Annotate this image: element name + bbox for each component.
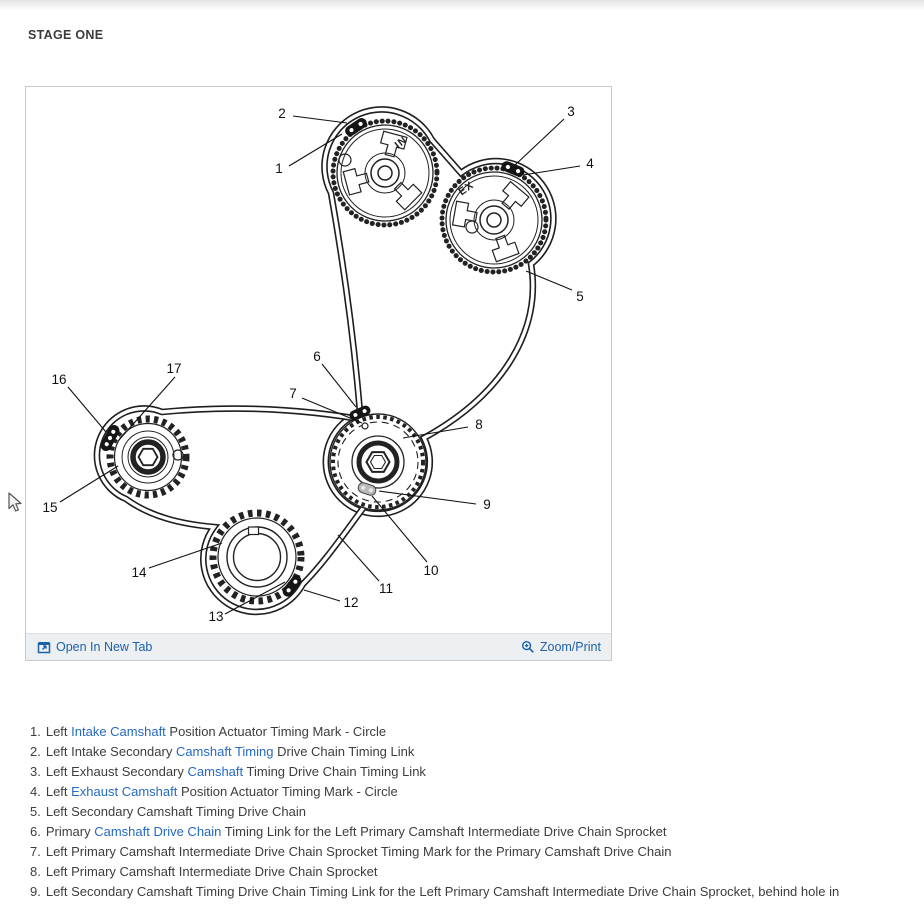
legend-item-number: 7. [30,844,41,859]
callout-line-16 [68,387,106,432]
sprocket-timing-mark-circle [362,423,368,429]
legend-item-1 [30,722,839,742]
callout-number-5: 5 [576,289,584,304]
callout-number-1: 1 [275,161,283,176]
zoom-print-label: Zoom/Print [539,640,601,654]
intake-cam-actuator [333,121,437,225]
crank-keyway [249,527,259,535]
legend-text: Drive Chain Timing Link [273,744,415,759]
callout-number-8: 8 [475,417,483,432]
legend-link[interactable]: Camshaft Drive Chain [94,824,222,839]
legend-text: Timing Drive Chain Timing Link [243,764,426,779]
legend-text: Left Intake Secondary [45,744,176,759]
callout-number-15: 15 [42,500,58,515]
callout-number-7: 7 [289,386,297,401]
page-top-shadow [0,0,924,9]
callout-line-6 [322,364,356,407]
legend-item-5 [30,802,839,822]
legend-item-number: 2. [30,744,41,759]
callout-line-11 [338,535,379,581]
intake-label: IN [392,134,410,152]
callout-number-10: 10 [423,563,439,578]
legend-text: Timing Link for the Left Primary Camshaft Intermediate Drive Chain Sprocket [221,824,667,839]
legend-item-number: 5. [30,804,41,819]
page-title: STAGE ONE [28,28,104,42]
callout-number-3: 3 [567,104,575,119]
legend-item-8 [30,862,839,882]
legend-text: Left [45,724,72,739]
callout-number-17: 17 [166,361,182,376]
callout-number-12: 12 [343,595,359,610]
legend-text: Left Primary Camshaft Intermediate Drive Chain Sprocket Timing Mark for the Primary Camshaft Drive Chain [45,844,672,859]
legend-item-9 [30,882,839,902]
callout-number-4: 4 [586,156,594,171]
callout-number-16: 16 [51,372,67,387]
legend-text: Left Exhaust Secondary [45,764,188,779]
legend-text: Left [45,784,72,799]
callout-number-11: 11 [378,581,394,596]
legend-item-number: 6. [30,824,41,839]
callout-number-9: 9 [483,497,491,512]
legend-text: Left Primary Camshaft Intermediate Drive Chain Sprocket [45,864,378,879]
legend-item-7 [30,842,839,862]
callout-line-3 [514,119,564,166]
timing-diagram-panel [25,86,612,661]
exhaust-cam-actuator [442,168,546,272]
callout-number-14: 14 [131,565,147,580]
legend-item-number: 8. [30,864,41,879]
legend-link[interactable]: Camshaft Timing [175,744,274,759]
zoom-print-link[interactable] [521,640,601,654]
legend-item-2 [30,742,839,762]
callout-number-2: 2 [278,106,286,121]
legend-item-number: 9. [30,884,41,899]
legend-link[interactable]: Intake Camshaft [71,724,166,739]
left-idler-sprocket [110,419,186,495]
zoom-print-icon [521,640,535,654]
legend-item-number: 4. [30,784,41,799]
legend-item-number: 1. [30,724,41,739]
legend-link[interactable]: Exhaust Camshaft [71,784,178,799]
legend-list [30,722,839,902]
callout-line-12 [304,590,340,601]
figure-toolbar [26,633,611,660]
mouse-cursor [8,492,24,519]
legend-text: Position Actuator Timing Mark - Circle [177,784,398,799]
legend-text: Left Secondary Camshaft Timing Drive Chain Timing Link for the Left Primary Camshaft Intermediate Drive Chain Sprocket, behind hole in [45,884,840,899]
open-in-new-tab-link[interactable] [37,640,152,654]
callout-number-6: 6 [313,349,321,364]
legend-item-6 [30,822,839,842]
legend-text: Primary [45,824,95,839]
legend-text: Position Actuator Timing Mark - Circle [165,724,387,739]
callout-number-13: 13 [208,609,224,624]
exhaust-label: EX [456,179,477,199]
legend-link[interactable]: Camshaft [187,764,244,779]
legend-text: Left Secondary Camshaft Timing Drive Chain [45,804,306,819]
legend-item-4 [30,782,839,802]
callout-line-2 [293,116,347,123]
open-in-new-tab-label: Open In New Tab [56,640,153,654]
legend-item-number: 3. [30,764,41,779]
timing-chain-diagram [26,87,611,633]
open-in-new-tab-icon [37,640,51,654]
legend-item-3 [30,762,839,782]
